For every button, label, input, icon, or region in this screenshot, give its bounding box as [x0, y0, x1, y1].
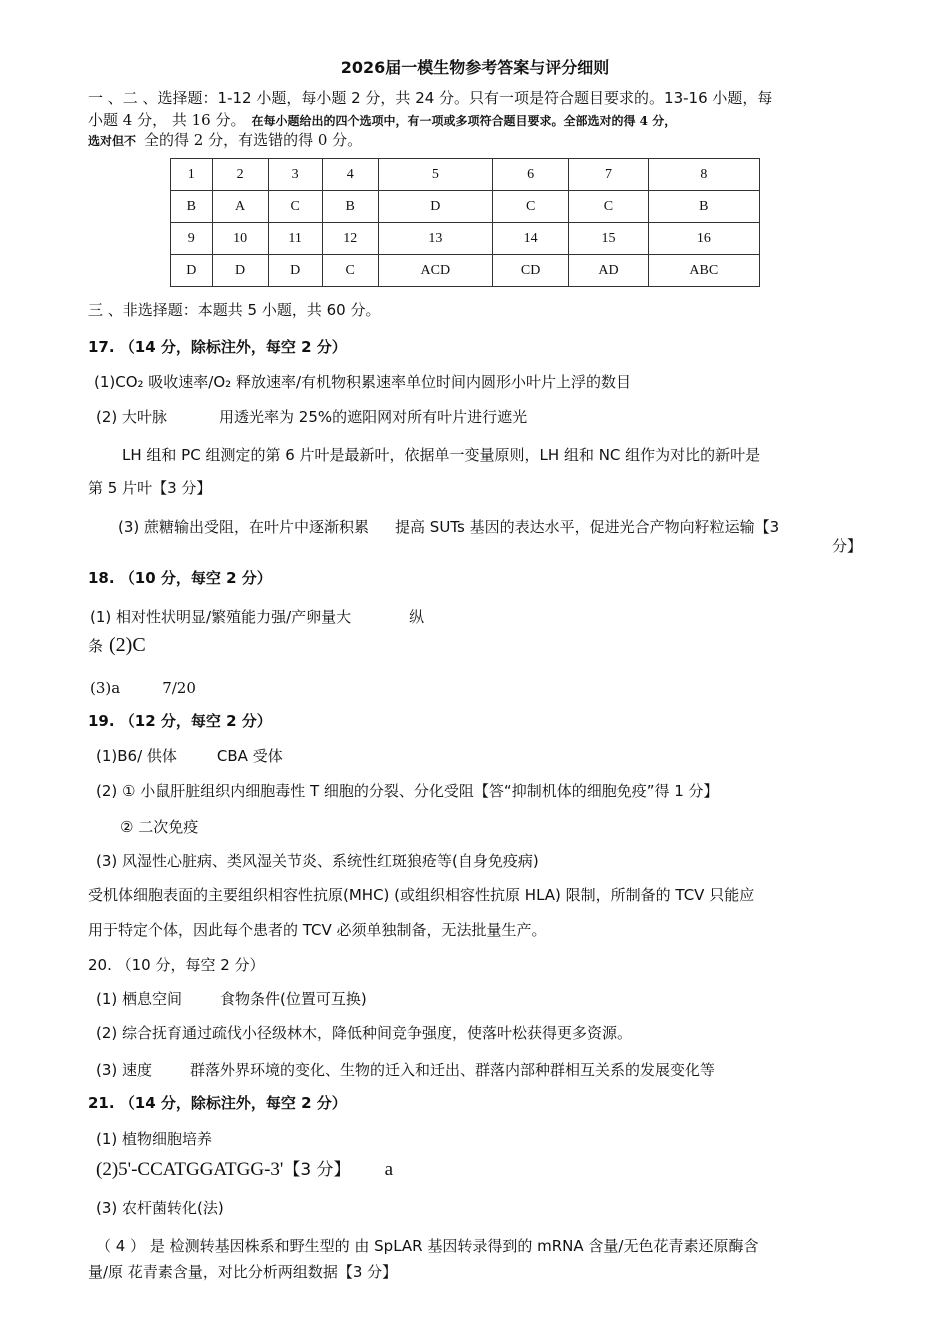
q18-line-1	[90, 607, 424, 627]
answer-table-cell: 16	[648, 223, 759, 255]
answer-table-cell: 9	[171, 223, 213, 255]
q21-line-2a: (2)5'-CCATGGATGG-3'	[96, 1159, 284, 1180]
answer-table-row	[171, 255, 760, 287]
answer-table-cell: 12	[322, 223, 378, 255]
q18-line-2	[88, 632, 146, 659]
intro-line-2a: 小题 4 分， 共 16 分。	[88, 111, 246, 129]
answer-table-cell: ABC	[648, 255, 759, 287]
answer-table-row	[171, 159, 760, 191]
q19-line-5: 受机体细胞表面的主要组织相容性抗原(MHC) (或组织相容性抗原 HLA) 限制，所制备的 TCV 只能应	[88, 886, 755, 904]
answer-table-cell: B	[322, 191, 378, 223]
q17-line-2a: (2) 大叶脉	[96, 408, 168, 426]
q20-line-1b: 食物条件(位置可互换)	[220, 990, 367, 1008]
answer-table-cell: 3	[268, 159, 322, 191]
answer-table-cell: CD	[492, 255, 568, 287]
q19-line-4: (3) 风湿性心脏病、类风湿关节炎、系统性红斑狼疮等(自身免疫病)	[96, 852, 539, 870]
answer-table-cell: 11	[268, 223, 322, 255]
answer-table-cell: D	[268, 255, 322, 287]
answer-table-cell: 15	[569, 223, 648, 255]
answer-table-cell: A	[212, 191, 268, 223]
q19-line-1b: CBA 受体	[216, 747, 283, 765]
q18-header: 18. （10 分，每空 2 分）	[88, 569, 272, 587]
q20-line-1a: (1) 栖息空间	[96, 990, 183, 1008]
q20-line-3b: 群落外界环境的变化、生物的迁入和迁出、群落内部种群相互关系的发展变化等	[190, 1061, 716, 1079]
answer-table-cell: 14	[492, 223, 568, 255]
q17-line-5a: (3) 蔗糖输出受阻，在叶片中逐渐积累	[118, 518, 370, 536]
intro-line-3	[88, 130, 362, 151]
q21-line-4: （ 4 ） 是 检测转基因株系和野生型的 由 SpLAR 基因转录得到的 mRNA 含量/无色花青素还原酶含	[96, 1237, 759, 1255]
q19-line-2: (2) ① 小鼠肝脏组织内细胞毒性 T 细胞的分裂、分化受阻【答“抑制机体的细胞免疫”得 1 分】	[96, 782, 719, 800]
answer-table-cell: B	[171, 191, 213, 223]
q19-line-1	[96, 746, 283, 766]
answer-table-cell: 6	[492, 159, 568, 191]
section3-heading: 三 、非选择题：本题共 5 小题，共 60 分。	[88, 301, 381, 319]
q21-line-2	[96, 1157, 393, 1183]
answer-table-cell: C	[569, 191, 648, 223]
q20-line-3	[96, 1060, 715, 1080]
intro-line-2	[88, 110, 676, 131]
answer-table-cell: C	[322, 255, 378, 287]
intro-line-3b: 全的得 2 分，有选错的得 0 分。	[144, 131, 363, 149]
answer-table-cell: 7	[569, 159, 648, 191]
answer-table-cell: 10	[212, 223, 268, 255]
q18-line-3b: 7/20	[162, 679, 196, 697]
answer-table-cell: D	[171, 255, 213, 287]
answer-table	[170, 158, 760, 287]
intro-line-3a: 选对但不	[88, 134, 137, 148]
q18-line-3	[90, 678, 196, 698]
q17-line-2b: 用透光率为 25%的遮阳网对所有叶片进行遮光	[219, 408, 528, 426]
answer-table-cell: 1	[171, 159, 213, 191]
q18-line-2b: (2)C	[109, 634, 146, 656]
answer-table-cell: D	[378, 191, 492, 223]
q21-line-2b: 【3 分】	[283, 1160, 351, 1180]
q17-line-1: (1)CO₂ 吸收速率/O₂ 释放速率/有机物积累速率单位时间内圆形小叶片上浮的数目	[94, 373, 632, 391]
q21-line-3: (3) 农杆菌转化(法)	[96, 1199, 224, 1217]
intro-line-2b: 在每小题给出的四个选项中，有一项或多项符合题目要求。全部选对的得 4 分，	[251, 114, 677, 128]
q17-line-5b: 提高 SUTs 基因的表达水平，促进光合产物向籽粒运输【3	[395, 518, 780, 536]
q21-header: 21. （14 分，除标注外，每空 2 分）	[88, 1094, 347, 1112]
answer-table-cell: C	[492, 191, 568, 223]
q17-header: 17. （14 分，除标注外，每空 2 分）	[88, 338, 347, 356]
q19-line-6: 用于特定个体，因此每个患者的 TCV 必须单独制备，无法批量生产。	[88, 921, 547, 939]
answer-table-cell: D	[212, 255, 268, 287]
q21-line-5: 量/原 花青素含量，对比分析两组数据【3 分】	[88, 1263, 398, 1281]
answer-table-cell: ACD	[378, 255, 492, 287]
answer-table-cell: 2	[212, 159, 268, 191]
q18-line-2a: 条	[88, 637, 104, 655]
intro-line-1: 一 、二 、选择题：1-12 小题，每小题 2 分，共 24 分。只有一项是符合题目要求的。13-16 小题，每	[88, 89, 773, 107]
q18-line-1b: 纵	[409, 608, 425, 626]
q18-line-3a: (3)a	[90, 679, 121, 697]
answer-table-cell: 4	[322, 159, 378, 191]
q21-line-1: (1) 植物细胞培养	[96, 1130, 213, 1148]
answer-table-cell: 5	[378, 159, 492, 191]
answer-table-cell: B	[648, 191, 759, 223]
q19-line-1a: (1)B6/ 供体	[96, 747, 177, 765]
answer-table-cell: 8	[648, 159, 759, 191]
q17-line-4: 第 5 片叶【3 分】	[88, 479, 212, 497]
q17-line-5c: 分】	[832, 537, 863, 555]
q17-line-3: LH 组和 PC 组测定的第 6 片叶是最新叶，依据单一变量原则，LH 组和 NC 组作为对比的新叶是	[122, 446, 761, 464]
page-title: 2026届一模生物参考答案与评分细则	[340, 58, 610, 77]
answer-table-cell: AD	[569, 255, 648, 287]
q17-line-2	[96, 407, 527, 427]
answer-table-row	[171, 223, 760, 255]
q20-header: 20. （10 分，每空 2 分）	[88, 956, 265, 974]
q20-line-3a: (3) 速度	[96, 1061, 153, 1079]
q19-header: 19. （12 分，每空 2 分）	[88, 712, 272, 730]
q21-line-2c: a	[384, 1159, 393, 1180]
q18-line-1a: (1) 相对性状明显/繁殖能力强/产卵量大	[90, 608, 352, 626]
answer-table-cell: C	[268, 191, 322, 223]
q20-line-1	[96, 989, 367, 1009]
q19-line-3: ② 二次免疫	[120, 818, 199, 836]
answer-table-cell: 13	[378, 223, 492, 255]
q20-line-2: (2) 综合抚育通过疏伐小径级林木，降低种间竞争强度，使落叶松获得更多资源。	[96, 1024, 633, 1042]
answer-table-row	[171, 191, 760, 223]
q17-line-5	[118, 517, 779, 537]
